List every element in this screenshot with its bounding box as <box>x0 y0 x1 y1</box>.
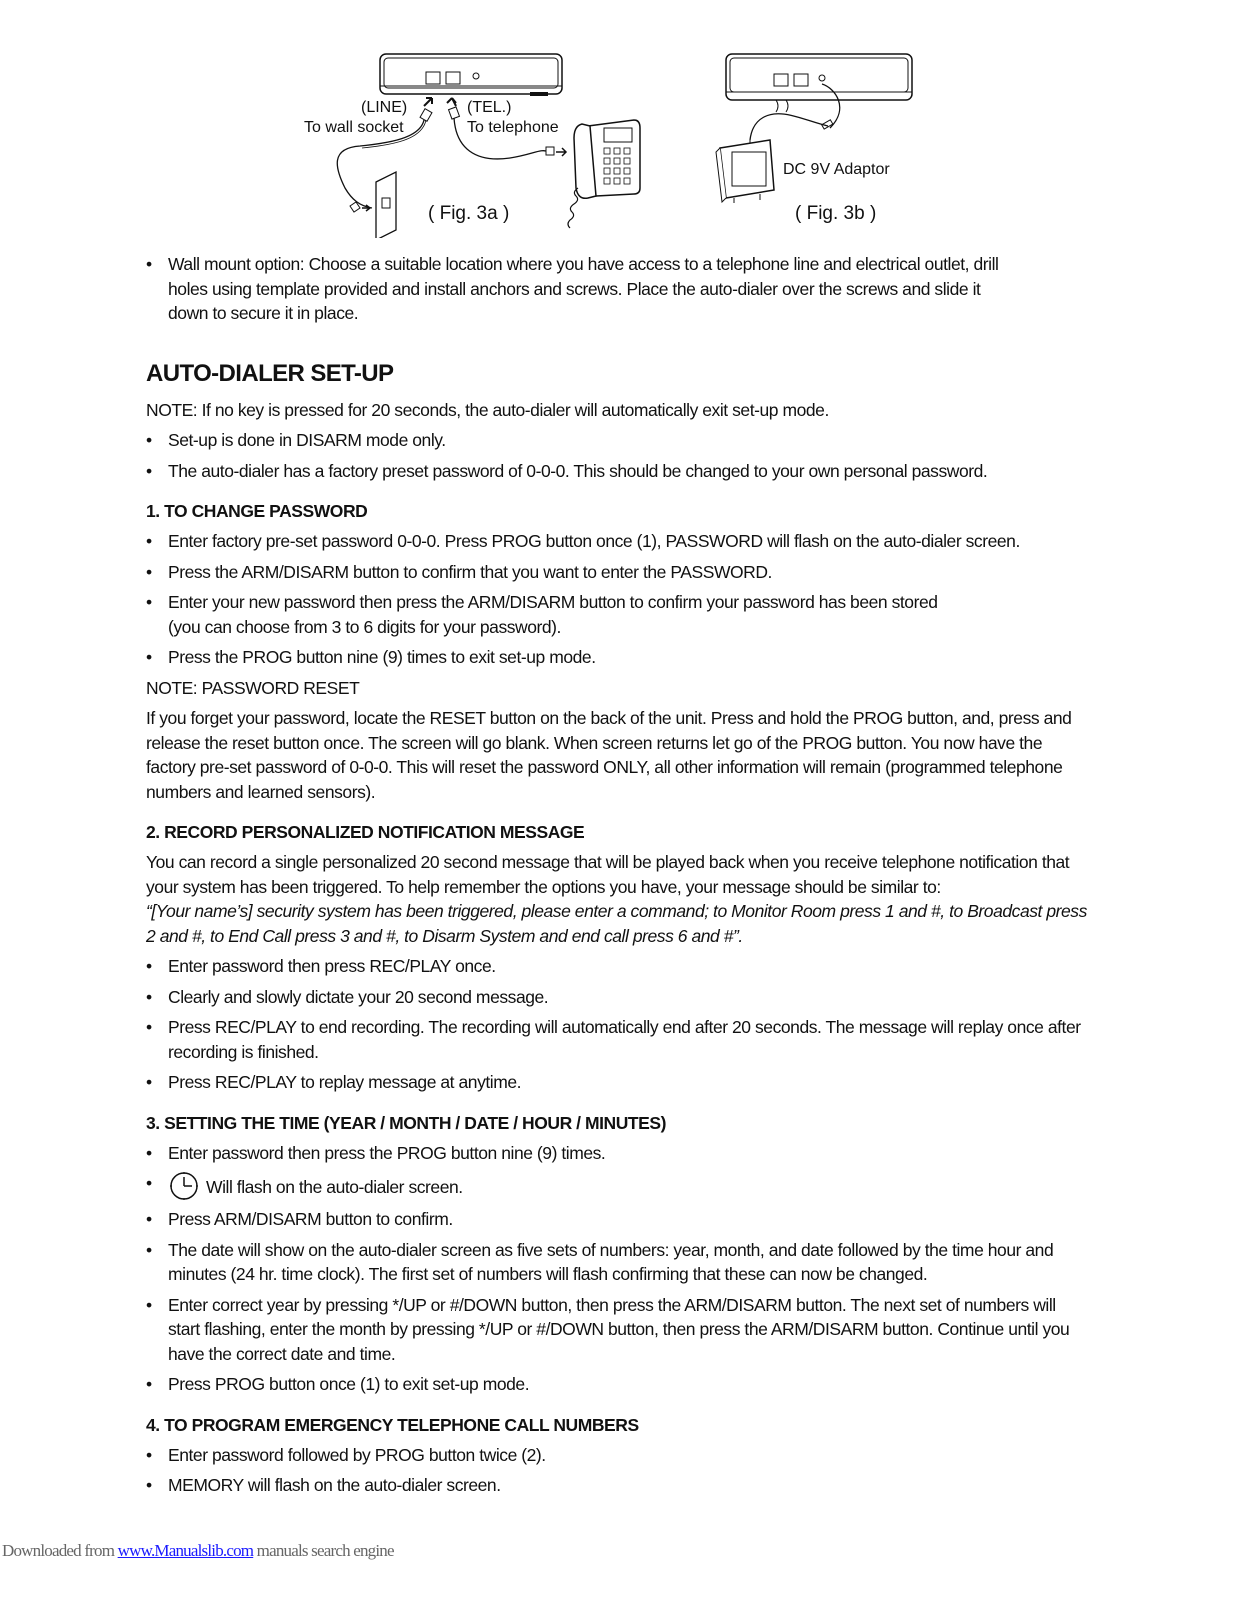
section-1-bullet: • Enter your new password then press the ARM/DISARM button to confirm your password has been stored (you can choose from 3 to 6 digits for your password). <box>146 590 1091 639</box>
setup-note: NOTE: If no key is pressed for 20 seconds, the auto-dialer will automatically exit set-up mode. <box>146 399 829 420</box>
section-3-bullet: • The date will show on the auto-dialer screen as five sets of numbers: year, month, and date followed by the time hour and minutes (24 hr. time clock). The first set of numbers will flash confirming that these can now be changed. <box>146 1238 1091 1287</box>
setup-bullet: • The auto-dialer has a factory preset password of 0-0-0. This should be changed to your own personal password. <box>146 459 1091 484</box>
wall-socket-label: To wall socket <box>304 119 404 136</box>
adaptor-label: DC 9V Adaptor <box>783 161 890 178</box>
section-4-bullet: • MEMORY will flash on the auto-dialer screen. <box>146 1473 1091 1498</box>
section-3-bullet: • Press ARM/DISARM button to confirm. <box>146 1207 1091 1232</box>
setup-heading: AUTO-DIALER SET-UP <box>146 359 394 387</box>
section-2-intro <box>146 850 1091 899</box>
section-1-heading: 1. TO CHANGE PASSWORD <box>146 501 368 521</box>
manual-body <box>146 252 1091 1504</box>
section-1-bullet: • Enter factory pre-set password 0-0-0. Press PROG button once (1), PASSWORD will flash on the auto-dialer screen. <box>146 529 1091 554</box>
download-footer <box>2 1541 394 1561</box>
fig-3a-caption: ( Fig. 3a ) <box>428 203 510 224</box>
section-2-example-message: “[Your name’s] security system has been triggered, please enter a command; to Monitor Room press 1 and #, to Broadcast press 2 and #, to End Call press 3 and #, to Disarm System and end call press 6 and #”. <box>146 901 1087 946</box>
line-port-label: (LINE) <box>361 99 408 116</box>
section-3-bullet: • Press PROG button once (1) to exit set-up mode. <box>146 1372 1091 1397</box>
section-2-heading: 2. RECORD PERSONALIZED NOTIFICATION MESSAGE <box>146 822 585 842</box>
section-2-intro-text: You can record a single personalized 20 second message that will be played back when you receive telephone notification that your system has been triggered. To help remember the options you have, your message should be similar to: <box>146 852 1070 897</box>
fig-3b-caption: ( Fig. 3b ) <box>795 203 877 224</box>
section-4-heading: 4. TO PROGRAM EMERGENCY TELEPHONE CALL NUMBERS <box>146 1414 639 1435</box>
section-4-bullet: • Enter password followed by PROG button twice (2). <box>146 1443 1091 1468</box>
telephone-label: To telephone <box>467 119 559 136</box>
section-3-bullet: • Enter correct year by pressing */UP or #/DOWN button, then press the ARM/DISARM button. The next set of numbers will start flashing, enter the month by pressing */UP or #/DOWN button, then press the ARM/DISARM button. Continue until you have the correct date and time. <box>146 1293 1091 1367</box>
tel-port-label: (TEL.) <box>467 99 512 116</box>
password-reset-note-title: NOTE: PASSWORD RESET <box>146 677 360 698</box>
section-2-bullet: • Enter password then press REC/PLAY once. <box>146 954 1091 979</box>
manualslib-link[interactable]: www.Manualslib.com <box>117 1541 254 1560</box>
section-1-bullet: • Press the ARM/DISARM button to confirm that you want to enter the PASSWORD. <box>146 560 1091 585</box>
section-3-bullet: • Enter password then press the PROG button nine (9) times. <box>146 1141 1091 1166</box>
footer-suffix: manuals search engine <box>253 1541 394 1560</box>
section-2-bullet: • Press REC/PLAY to replay message at anytime. <box>146 1070 1091 1095</box>
section-3-heading: 3. SETTING THE TIME (YEAR / MONTH / DATE / HOUR / MINUTES) <box>146 1112 666 1133</box>
clock-icon <box>168 1171 200 1201</box>
section-2-bullet: • Press REC/PLAY to end recording. The recording will automatically end after 20 seconds. The message will replay once after recording is finished. <box>146 1015 1091 1064</box>
clock-flash-text: Will flash on the auto-dialer screen. <box>206 1177 463 1197</box>
setup-bullet: • Set-up is done in DISARM mode only. <box>146 428 1091 453</box>
password-reset-note-text: If you forget your password, locate the RESET button on the back of the unit. Press and hold the PROG button, and, press and release the reset button once. The screen will go blank. When screen returns let go of the PROG button. You now have the factory pre-set password of 0-0-0. This will reset the password ONLY, all other information will remain (programmed telephone numbers and learned sensors). <box>146 708 1072 802</box>
section-2-bullet: • Clearly and slowly dictate your 20 second message. <box>146 985 1091 1010</box>
wall-mount-bullet: • Wall mount option: Choose a suitable location where you have access to a telephone line and electrical outlet, drill holes using template provided and install anchors and screws. Place the auto-dialer over the screws and slide it down to secure it in place. <box>146 252 1091 326</box>
figure-3b-illustration <box>710 48 920 203</box>
section-1-bullet: • Press the PROG button nine (9) times to exit set-up mode. <box>146 645 1091 670</box>
footer-prefix: Downloaded from <box>2 1541 118 1560</box>
section-3-clock-bullet <box>146 1171 1091 1201</box>
